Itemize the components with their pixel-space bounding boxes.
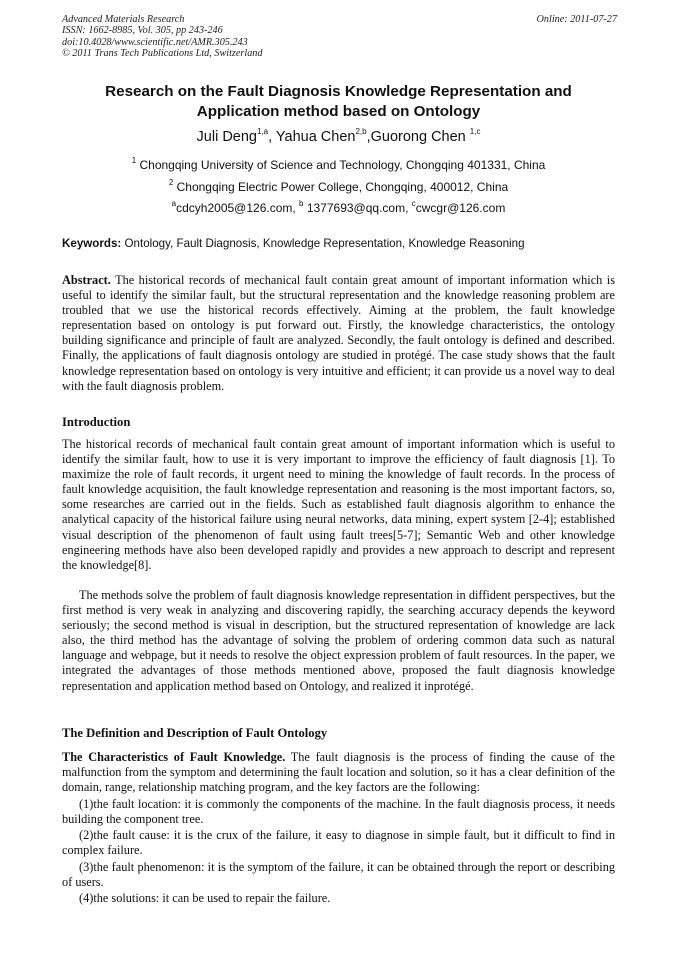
email-mark: b (299, 199, 304, 208)
author-name: Yahua Chen (275, 129, 356, 145)
section-heading-definition: The Definition and Description of Fault Ontology (62, 726, 328, 740)
affiliation-text: Chongqing University of Science and Technology, Chongqing 401331, China (136, 158, 546, 172)
email: cdcyh2005@126.com, (176, 201, 300, 215)
email: cwcgr@126.com (415, 201, 506, 215)
characteristics-text: The fault diagnosis is the process of finding the cause of the malfunction from the symptom and determining the fault location and solution, so it has a clear definition of the domain, range, relationship matching program, and the key factors are the following: (62, 750, 615, 795)
title-line-2: Application method based on Ontology (196, 102, 481, 120)
list-item: (1)the fault location: it is commonly the components of the machine. In the fault diagnosis process, it needs building the component tree. (62, 797, 615, 827)
affiliation-mark: 2 (168, 178, 174, 187)
affiliation-text: Chongqing Electric Power College, Chongqing, 400012, China (173, 180, 509, 194)
author-affiliation-mark: 1,c (469, 127, 481, 136)
doi: doi:10.4028/www.scientific.net/AMR.305.243 (62, 36, 248, 48)
author-separator: , (268, 129, 276, 145)
affiliation-1 (62, 158, 615, 172)
intro-paragraph-1: The historical records of mechanical fault contain great amount of important information which is useful to identify the similar fault, how to use it is very important to improve the efficiency of fault diagnosis [1]. To maximize the role of fault records, it urgent need to mining the knowledge of fault records. In the process of fault knowledge acquisition, the fault knowledge representation and reasoning is the most important factors, so, some researches are carried out in the fields. Such as established fault diagnosis algorithm to enhance the analytical capacity of the historical failure using neural networks, data mining, expert system [2-4]; established visual description of the phenomenon of fault using fault trees[5-7]; Semantic Web and other knowledge engineering methods have also been developed rapidly and provides a new approach to descript and represent the knowledge[8]. (62, 437, 615, 572)
subsection-runin-heading: The Characteristics of Fault Knowledge. (62, 750, 286, 764)
email-mark: a (171, 199, 177, 208)
abstract-text: The historical records of mechanical fault contain great amount of important information which is useful to identify the similar fault, but the structural representation and the knowledge reasoning problem are troubled that we use the historical records effectively. Aiming at the problem, the fault knowledge representation based on ontology is put forward out. Firstly, the knowledge characteristics, the ontology building significance and principle of fault are analyzed. Secondly, the fault ontology is defined and described. Finally, the applications of fault diagnosis ontology are studied in protégé. The case study shows that the fault knowledge representation based on ontology is very intuitive and efficient; it can provide us a novel way to deal with the fault diagnosis problem. (62, 273, 615, 393)
author-name: Guorong Chen (370, 129, 470, 145)
copyright: © 2011 Trans Tech Publications Ltd, Switzerland (62, 48, 263, 60)
keywords-label: Keywords: (62, 237, 122, 250)
abstract (62, 273, 615, 394)
issn: ISSN: 1662-8985, Vol. 305, pp 243-246 (62, 25, 223, 37)
keywords (62, 237, 615, 250)
characteristics-paragraph (62, 750, 615, 795)
email-mark: c (411, 199, 416, 208)
author-affiliation-mark: 1,a (257, 127, 269, 136)
paper-title (62, 82, 615, 121)
intro-paragraph-2: The methods solve the problem of fault diagnosis knowledge representation in diffident perspectives, but the first method is very weak in analyzing and discovering rapidly, the searching accuracy depends the keyword seriously; the second method is visual in description, but the structured representation of knowledge are lack also, the third method has the advantage of solving the problem of ordering common data such as natural language and webpage, but it needs to resolve the object expression problem of fault resources. In the paper, we integrated the advantages of those methods mentioned above, proposed the fault diagnosis knowledge representation and application method based on Ontology, and realized it inprotégé. (62, 588, 615, 693)
list-item: (3)the fault phenomenon: it is the symptom of the failure, it can be obtained through the report or describing of users. (62, 860, 615, 890)
list-item: (2)the fault cause: it is the crux of the failure, it easy to diagnose in simple fault, but it difficult to find in complex failure. (62, 828, 615, 858)
author-list (62, 129, 615, 145)
affiliation-2 (62, 180, 615, 194)
author-name: Juli Deng (196, 129, 257, 145)
section-heading-introduction: Introduction (62, 415, 131, 429)
author-separator: , (366, 129, 371, 145)
author-emails (62, 201, 615, 215)
affiliation-mark: 1 (131, 156, 137, 165)
list-item: (4)the solutions: it can be used to repair the failure. (79, 891, 331, 905)
journal-header (62, 14, 617, 60)
keywords-text: Ontology, Fault Diagnosis, Knowledge Representation, Knowledge Reasoning (121, 237, 525, 250)
author-affiliation-mark: 2,b (355, 127, 367, 136)
journal-name: Advanced Materials Research (62, 14, 185, 25)
abstract-label: Abstract. (62, 273, 111, 287)
email: 1377693@qq.com, (303, 201, 412, 215)
online-date: Online: 2011-07-27 (536, 14, 617, 25)
title-line-1: Research on the Fault Diagnosis Knowledge Representation and (105, 83, 572, 100)
